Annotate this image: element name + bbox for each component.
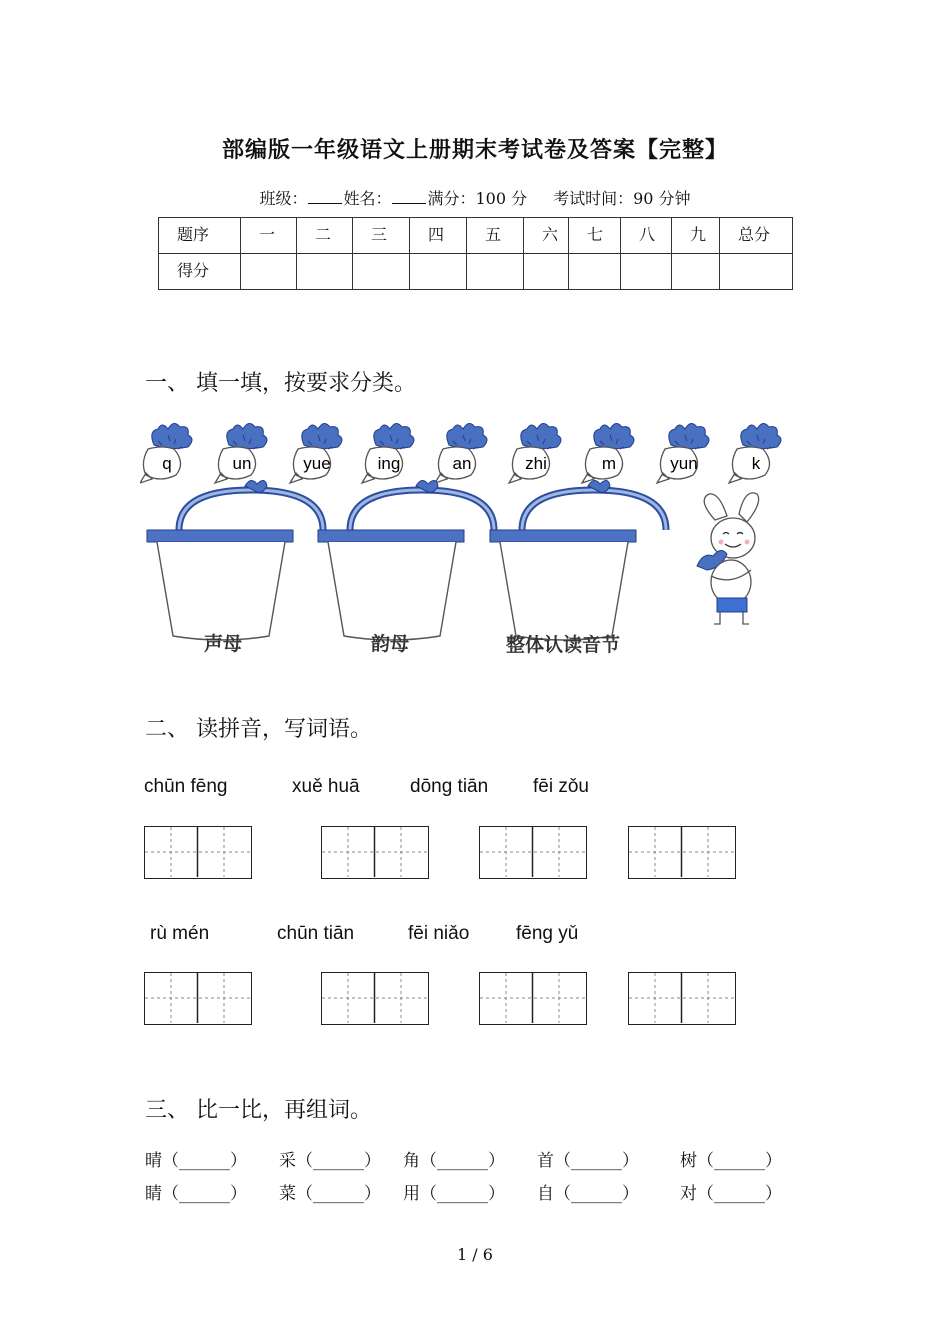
- pinyin-1-4: fēi zǒu: [533, 776, 589, 797]
- radish-k[interactable]: [729, 423, 781, 483]
- basket-label: 整体认读音节: [505, 634, 621, 656]
- radish-yun[interactable]: [657, 423, 709, 483]
- score-cell[interactable]: [524, 254, 569, 290]
- page-number: 1 / 6: [457, 1245, 493, 1264]
- score-header-cell: 五: [467, 218, 524, 254]
- compare-row-2: [145, 1179, 805, 1203]
- radish-label: m: [601, 454, 617, 473]
- compare-item[interactable]: 晴（______）: [145, 1151, 247, 1171]
- pinyin-1-3: dōng tiān: [410, 776, 489, 797]
- radish-yue[interactable]: [290, 423, 342, 483]
- radish-q[interactable]: [140, 423, 192, 483]
- section1-heading: 一、 填一填，按要求分类。: [145, 371, 416, 396]
- score-cell[interactable]: [720, 254, 793, 290]
- score-header-cell: 六: [524, 218, 569, 254]
- score-cell[interactable]: [353, 254, 410, 290]
- score-header-cell: 三: [353, 218, 410, 254]
- basket-consonants[interactable]: [147, 480, 323, 655]
- rabbit-illustration: [697, 493, 759, 624]
- radish-row: [140, 423, 781, 483]
- writing-grid[interactable]: [321, 826, 429, 879]
- compare-item[interactable]: 自（______）: [537, 1184, 639, 1204]
- pinyin-1-1: chūn fēng: [144, 776, 228, 797]
- pinyin-2-4: fēng yǔ: [516, 923, 579, 944]
- radish-label: k: [751, 454, 761, 473]
- compare-item[interactable]: 用（______）: [403, 1184, 505, 1204]
- page-title: 部编版一年级语文上册期末考试卷及答案【完整】: [221, 137, 728, 163]
- radish-m[interactable]: [582, 423, 634, 483]
- full-score: 满分：100 分: [427, 189, 528, 208]
- basket-whole-syllables[interactable]: [490, 480, 666, 656]
- pinyin-1-2: xuě huā: [292, 776, 360, 797]
- basket-vowels[interactable]: [318, 480, 494, 655]
- radish-an[interactable]: [435, 423, 487, 483]
- score-header-cell: 一: [241, 218, 297, 254]
- pinyin-2-3: fēi niǎo: [408, 923, 470, 944]
- name-blank[interactable]: [392, 189, 426, 204]
- compare-item[interactable]: 菜（______）: [279, 1184, 381, 1204]
- radish-basket-illustration: [140, 415, 800, 665]
- writing-grid[interactable]: [479, 826, 587, 879]
- score-header-cell: 总分: [720, 218, 793, 254]
- compare-item[interactable]: 采（______）: [279, 1151, 381, 1171]
- score-header-cell: 二: [297, 218, 353, 254]
- radish-label: yue: [303, 454, 331, 473]
- radish-label: q: [162, 454, 172, 473]
- radish-label: ing: [377, 454, 401, 473]
- writing-grid[interactable]: [628, 972, 736, 1025]
- basket-label: 韵母: [370, 633, 410, 655]
- writing-grid[interactable]: [628, 826, 736, 879]
- writing-grid[interactable]: [144, 826, 252, 879]
- pinyin-2-2: chūn tiān: [277, 923, 355, 944]
- score-cell[interactable]: [569, 254, 621, 290]
- compare-item[interactable]: 首（______）: [537, 1151, 639, 1171]
- score-header-cell: 四: [410, 218, 467, 254]
- score-cell[interactable]: [672, 254, 720, 290]
- radish-un[interactable]: [215, 423, 267, 483]
- score-cell[interactable]: [297, 254, 353, 290]
- basket-label: 声母: [203, 633, 243, 655]
- writing-grid[interactable]: [321, 972, 429, 1025]
- score-cell[interactable]: [467, 254, 524, 290]
- class-blank[interactable]: [308, 189, 342, 204]
- radish-ing[interactable]: [362, 423, 414, 483]
- score-table: [158, 217, 793, 290]
- writing-grid[interactable]: [479, 972, 587, 1025]
- compare-item[interactable]: 睛（______）: [145, 1184, 247, 1204]
- score-header-cell: 七: [569, 218, 621, 254]
- compare-row-1: [145, 1146, 805, 1170]
- exam-time: 考试时间：90 分钟: [553, 189, 691, 208]
- name-label: 姓名：: [343, 189, 392, 208]
- compare-item[interactable]: 对（______）: [680, 1184, 782, 1204]
- radish-label: yun: [670, 454, 698, 473]
- score-cell[interactable]: [241, 254, 297, 290]
- radish-label: an: [452, 454, 472, 473]
- score-cell[interactable]: [621, 254, 672, 290]
- score-header-row: [159, 218, 793, 254]
- compare-item[interactable]: 树（______）: [680, 1151, 782, 1171]
- writing-grid[interactable]: [144, 972, 252, 1025]
- radish-zhi[interactable]: [509, 423, 561, 483]
- compare-item[interactable]: 角（______）: [403, 1151, 505, 1171]
- score-value-row: [159, 254, 793, 290]
- score-row-label: 得分: [159, 254, 241, 290]
- score-header-cell: 九: [672, 218, 720, 254]
- score-header-cell: 题序: [159, 218, 241, 254]
- exam-info-line: [0, 186, 950, 209]
- radish-label: zhi: [525, 454, 547, 473]
- radish-label: un: [232, 454, 252, 473]
- pinyin-2-1: rù mén: [150, 923, 210, 944]
- class-label: 班级：: [259, 189, 308, 208]
- score-header-cell: 八: [621, 218, 672, 254]
- score-cell[interactable]: [410, 254, 467, 290]
- section2-heading: 二、 读拼音，写词语。: [145, 717, 372, 742]
- section3-heading: 三、 比一比，再组词。: [145, 1098, 372, 1123]
